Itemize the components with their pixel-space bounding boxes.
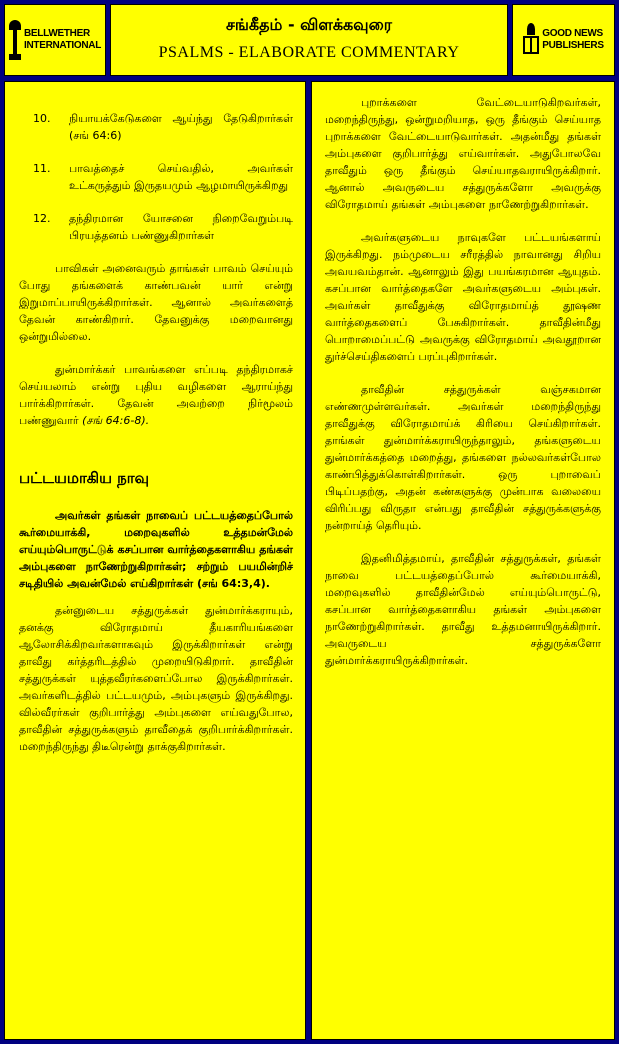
list-item — [19, 110, 293, 144]
list-item-number: 11. — [33, 162, 51, 175]
list-item — [19, 210, 293, 244]
paragraph: இதனிமித்தமாய், தாவீதின் சத்துருக்கள், தங்கள் நாவை பட்டயத்தைப்போல் கூர்மையாக்கி, மறைவுகளில் தாவீதின்மேல் எய்யும்பொருட்டு, கசப்பான வார்த்தைகளாகிய தங்கள் அம்புகளை நாணேற்றுகிறார்கள். தாவீது உத்தமனாயிருக்கிறார். அவருடைய சத்துருக்களோ துன்மார்க்கராயிருக்கிறார்கள். — [325, 552, 601, 667]
list-item-number: 12. — [33, 212, 51, 225]
paragraph — [19, 361, 293, 429]
list-item-number: 10. — [33, 112, 51, 125]
paragraph: தாவீதின் சத்துருக்கள் வஞ்சகமான எண்ணமுள்ளவர்கள். அவர்கள் மறைந்திருந்து தாவீதுக்கு விரோதமாய்க் கிரியை செய்கிறார்கள். தாங்கள் துன்மார்க்கராயிருந்தாலும், தங்களுடைய துன்மார்க்கத்தை மறைத்து, தங்களை நல்லவர்கள்போல காண்பித்துக்கொள்கிறார்கள். ஒரு புறாவைப் பிடிப்பதற்கு, அதன் கண்களுக்கு முன்பாக வலையை விரிப்பது விருதா என்பது தாவீதின் சத்துருக்களுக்கு நன்றாய்த் தெரியும். — [325, 383, 601, 532]
scripture-quote: அவர்கள் தங்கள் நாவைப் பட்டயத்தைப்போல் கூர்மையாக்கி, மறைவுகளில் உத்தமன்மேல் எய்யும்பொருட்டுக் கசப்பான வார்த்தைகளாகிய தங்கள் அம்புகளை நாணேற்றுகிறார்கள்; சற்றும் பயமின்றிச் சடிதியில் அவன்மேல் எய்கிறார்கள் (சங் 64:3,4). — [19, 509, 293, 590]
right-column — [311, 81, 615, 1040]
page-title-english: PSALMS - ELABORATE COMMENTARY — [158, 44, 460, 61]
page-title-tamil: சங்கீதம் - விளக்கவுரை — [225, 15, 392, 34]
paragraph: பாவிகள் அனைவரும் தாங்கள் பாவம் செய்யும் போது தங்களைக் காண்பவன் யார் என்று இறுமாப்பாயிருக்கிறார்கள். ஆனால் அவர்களைத் தேவன் காண்கிறார். தேவனுக்கு மறைவானது ஒன்றுமில்லை. — [19, 262, 293, 343]
page-header — [110, 4, 508, 76]
good-news-logo — [512, 4, 615, 76]
paragraph: தன்னுடைய சத்துருக்கள் துன்மார்க்கராயும், தனக்கு விரோதமாய் தீயகாரியங்களை ஆலோசிக்கிறவர்களாகவும் இருக்கிறார்கள் என்று தாவீது கர்த்தரிடத்தில் முறையிடுகிறார். தாவீதின் சத்துருக்கள் யுத்தவீரர்களைப்போல இருக்கிறார்கள். அவர்களிடத்தில் பட்டயமும், அம்புகளும் இருக்கிறது. வில்வீரர்கள் குறிபார்த்து அம்புகளை எய்வதுபோல, தாவீதின் சத்துருக்களும் தாவீதைக் குறிபார்க்கிறார்கள். மறைந்திருந்து திடீரென்று தாக்குகிறார்கள். — [19, 604, 293, 753]
bellwether-logo — [4, 4, 106, 76]
list-item — [19, 160, 293, 194]
bell-tower-icon — [9, 20, 21, 60]
paragraph: அவர்களுடைய நாவுகளே பட்டயங்களாய் இருக்கிறது. நம்முடைய சரீரத்தில் நாவானது சிறிய அவயவம்தான். ஆனாலும் இது பயங்கரமான ஆயுதம். கசப்பான வார்த்தைகளே அவர்களுடைய அம்புகள். அவர்கள் தாவீதுக்கு விரோதமாய்த் தூஷண வார்த்தைகளைப் பேசுகிறார்கள். தாவீதின்மீது பொறாமைப்பட்டு அவருக்கு விரோதமாய் அவதூறான துர்ச்செய்திகளைப் பரப்புகிறார்கள். — [325, 231, 601, 363]
left-column — [4, 81, 306, 1040]
section-heading: பட்டயமாகிய நாவு — [19, 469, 149, 487]
paragraph-text: துன்மார்க்கர் பாவங்களை எப்படி தந்திரமாகச் செய்யலாம் என்று புதிய வழிகளை ஆராய்ந்து பார்க்கிறார்கள். தேவன் அவற்றை நிர்மூலம் பண்ணுவார் — [19, 363, 293, 427]
paragraph: புறாக்களை வேட்டையாடுகிறவர்கள், மறைந்திருந்து, ஒன்றுமறியாத, ஒரு தீங்கும் செய்யாத புறாக்களை வேட்டையாடுவார்கள். அதன்மீது தங்கள் அம்புகளை குறிபார்த்து எய்வார்கள். அதுபோலவே தாவீதும் ஒரு தீங்கும் செய்யாதவராயிருக்கிறார். ஆனால் அவருடைய சத்துருக்களோ அவருக்கு விரோதமாய் தங்கள் அம்புகளை நாணேற்றுகிறார்கள். — [325, 96, 601, 211]
list-item-text: பாவத்தைச் செய்வதில், அவர்கள் உட்கருத்தும் இருதயமும் ஆழமாயிருக்கிறது — [69, 162, 293, 192]
list-item-text: தந்திரமான யோசனை நிறைவேறும்படி பிரயத்தனம் பண்ணுகிறார்கள் — [69, 212, 293, 242]
good-news-logo-text: GOOD NEWS PUBLISHERS — [542, 28, 604, 51]
scripture-reference: (சங் 64:6-8). — [82, 414, 150, 427]
bellwether-logo-text: BELLWETHER INTERNATIONAL — [23, 28, 102, 51]
lamp-book-icon — [523, 23, 539, 57]
list-item-text: நியாயக்கேடுகளை ஆய்ந்து தேடுகிறார்கள் (சங் 64:6) — [69, 112, 293, 142]
